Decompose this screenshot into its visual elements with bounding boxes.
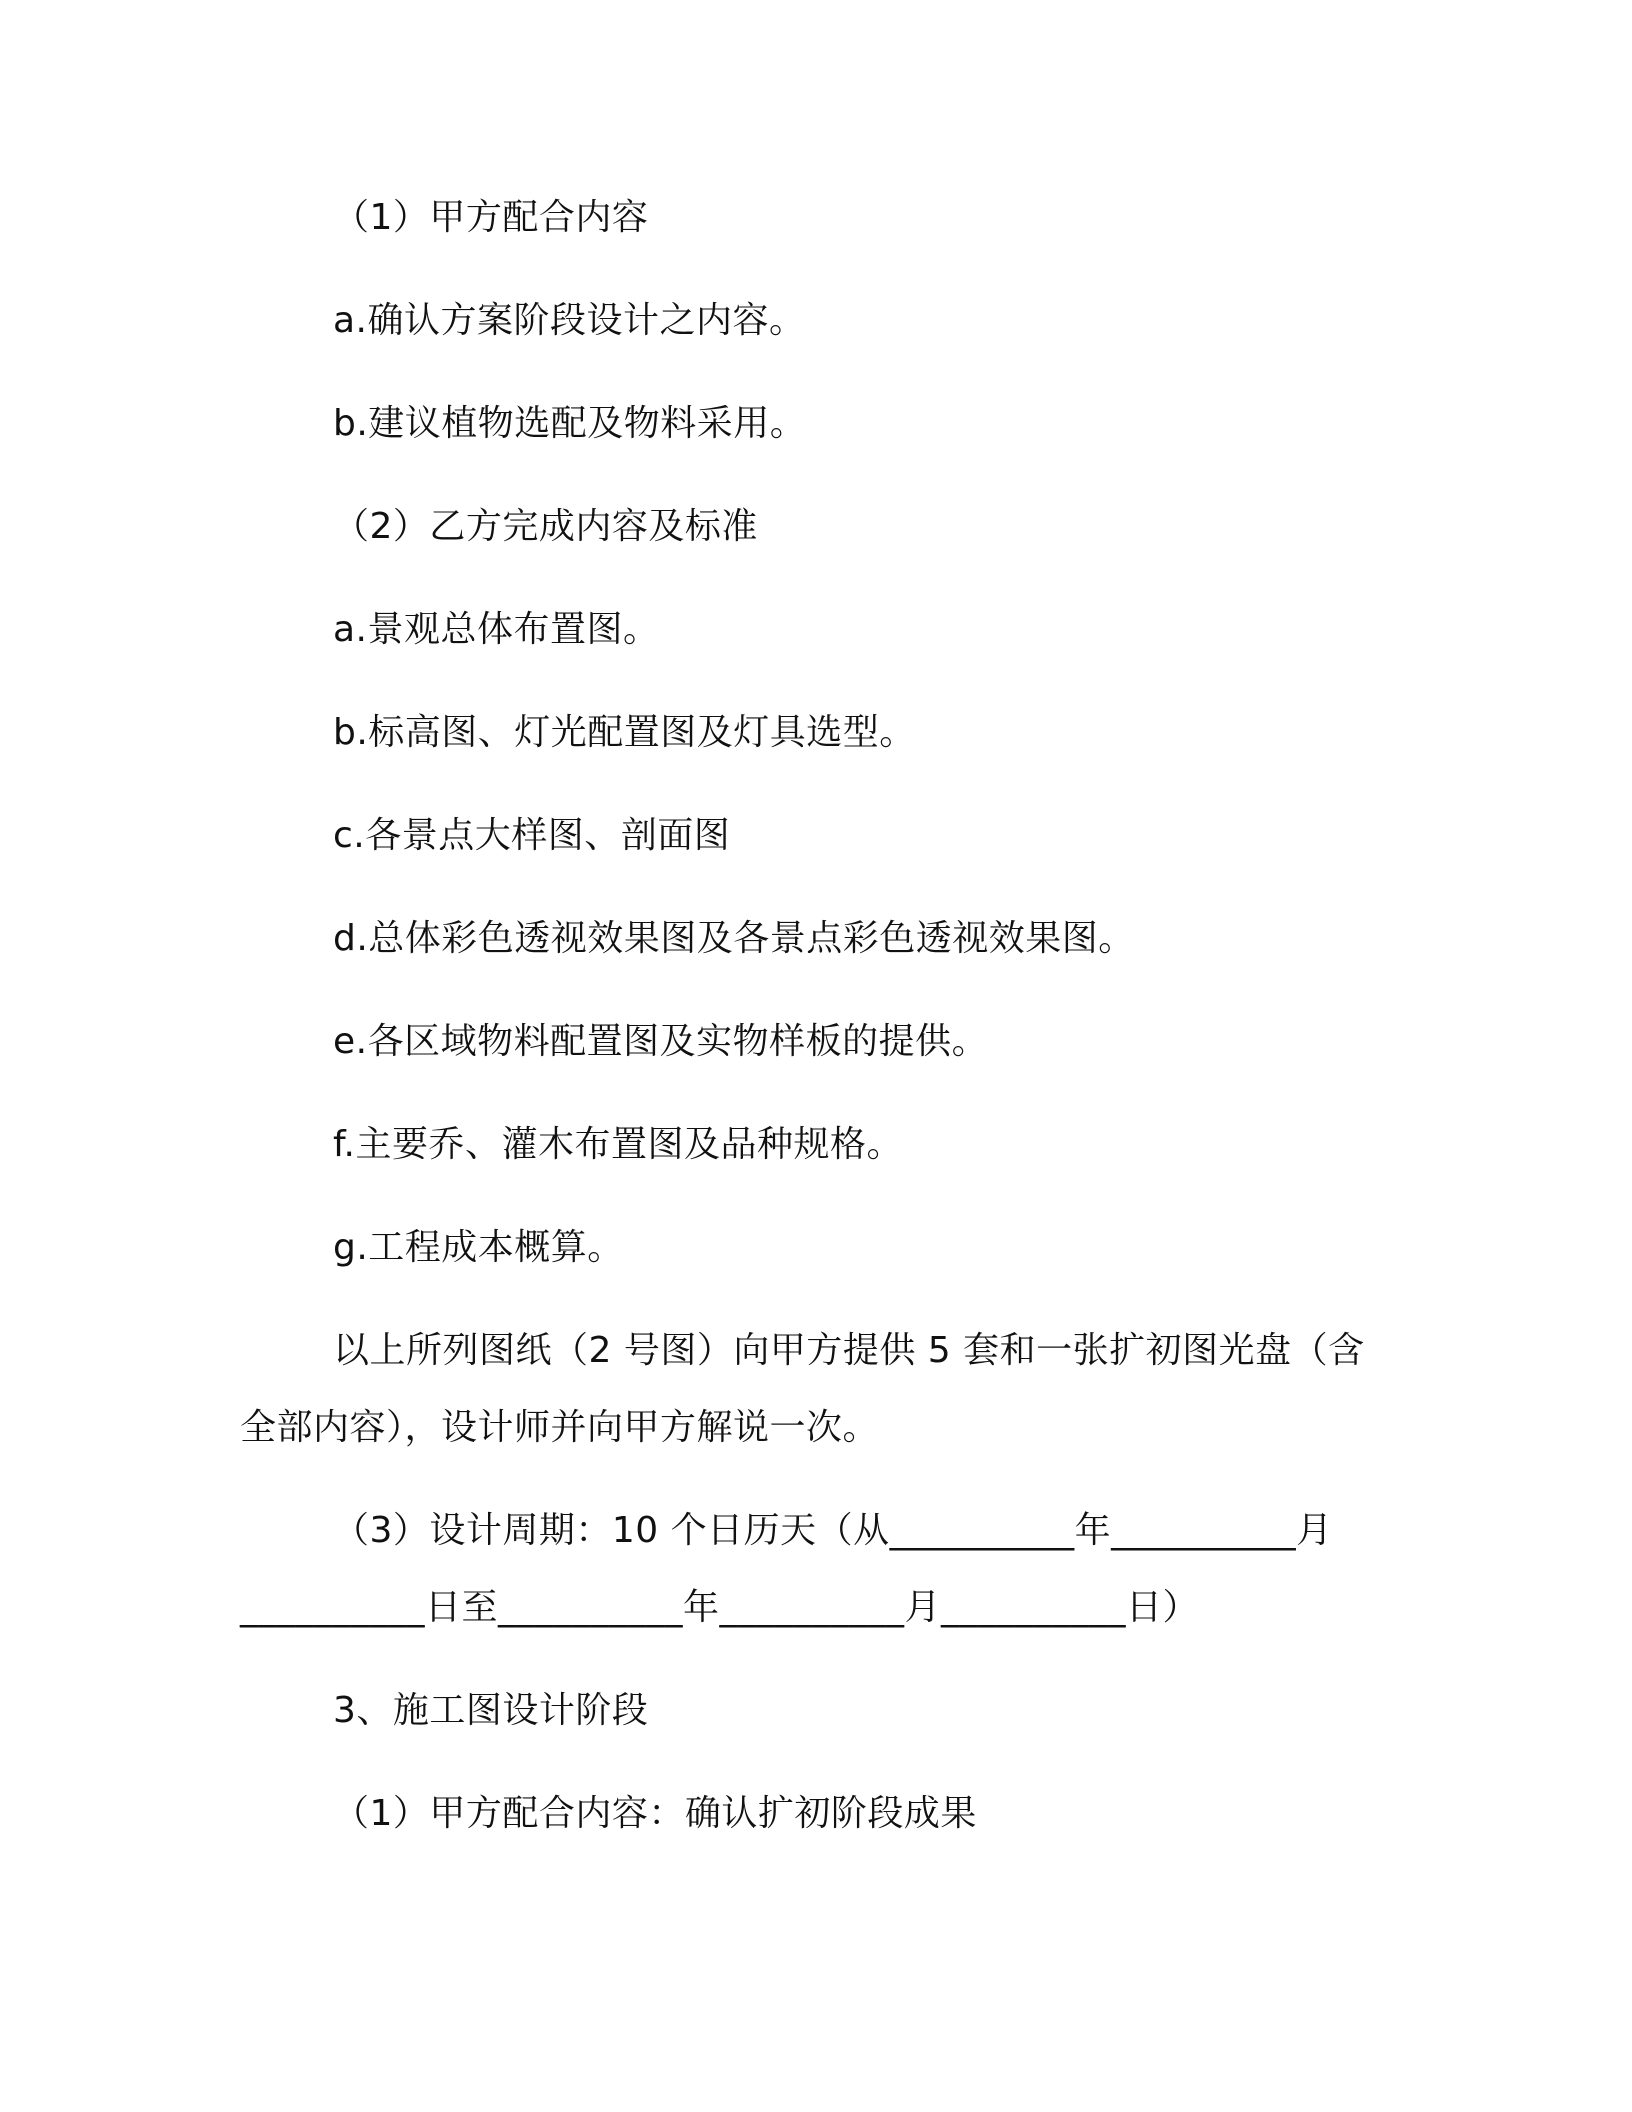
list-item-d-perspective-renderings: d.总体彩色透视效果图及各景点彩色透视效果图。 xyxy=(333,918,1135,959)
paragraph-drawings-delivery-line1: 以上所列图纸（2 号图）向甲方提供 5 套和一张扩初图光盘（含 xyxy=(333,1330,1365,1371)
section-heading-party-b-deliverables: （2）乙方完成内容及标准 xyxy=(333,506,758,547)
list-item-a-confirm-scheme: a.确认方案阶段设计之内容。 xyxy=(333,300,806,341)
paragraph-drawings-delivery-line2: 全部内容），设计师并向甲方解说一次。 xyxy=(240,1407,880,1448)
section-heading-party-a-confirm-results: （1）甲方配合内容：确认扩初阶段成果 xyxy=(333,1793,977,1834)
list-item-b-plant-selection: b.建议植物选配及物料采用。 xyxy=(333,403,807,444)
section-heading-party-a-cooperation: （1）甲方配合内容 xyxy=(333,197,649,238)
list-item-c-detail-section: c.各景点大样图、剖面图 xyxy=(333,815,731,856)
list-item-a-landscape-layout: a.景观总体布置图。 xyxy=(333,609,660,650)
list-item-b-elevation-lighting: b.标高图、灯光配置图及灯具选型。 xyxy=(333,712,916,753)
list-item-f-tree-shrub-layout: f.主要乔、灌木布置图及品种规格。 xyxy=(333,1124,903,1165)
design-period-line2: __________日至__________年__________月__________日） xyxy=(240,1587,1200,1628)
list-item-e-material-layout: e.各区域物料配置图及实物样板的提供。 xyxy=(333,1021,989,1062)
list-item-g-cost-estimate: g.工程成本概算。 xyxy=(333,1227,624,1268)
design-period-line1: （3）设计周期：10 个日历天（从__________年__________月 xyxy=(333,1510,1333,1551)
section-heading-construction-drawings: 3、施工图设计阶段 xyxy=(333,1690,649,1731)
